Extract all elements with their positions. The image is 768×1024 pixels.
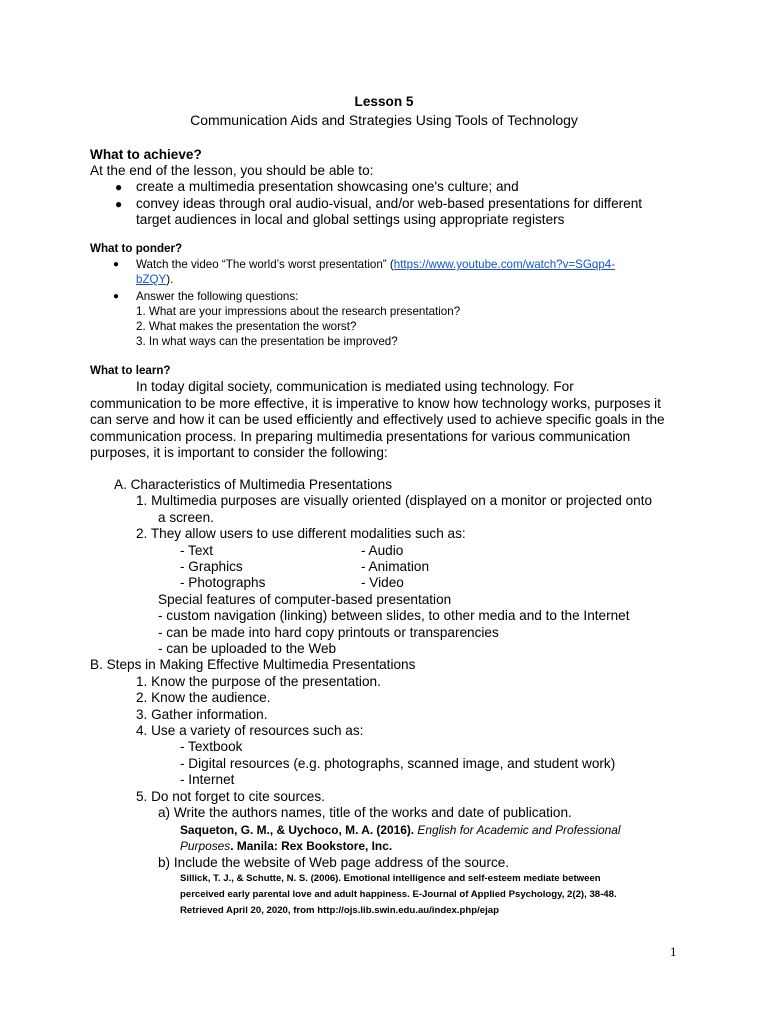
- learn-paragraph-line: can serve and how it can be used efficiently and effectively used to achieve specific goals in the: [90, 412, 665, 427]
- special-feature: - can be uploaded to the Web: [158, 641, 337, 656]
- reference-1-authors: Saqueton, G. M., & Uychoco, M. A. (2016).: [180, 823, 418, 837]
- ponder-watch-line-2: [136, 273, 173, 287]
- resource-item: - Digital resources (e.g. photographs, scanned image, and student work): [180, 756, 616, 771]
- modality-item: - Text: [180, 543, 213, 558]
- video-link[interactable]: https://www.youtube.com/watch?v=SGqp4-: [393, 258, 616, 271]
- learn-paragraph-line: communication process. In preparing multimedia presentations for various communication: [90, 429, 631, 444]
- section-b-step: 4. Use a variety of resources such as:: [136, 723, 364, 738]
- reference-2-line: perceived early parental love and adult happiness. E-Journal of Applied Psychology, 2(2), 38-48.: [180, 889, 617, 900]
- reference-1-publisher: . Manila: Rex Bookstore, Inc.: [230, 839, 393, 853]
- section-b-step: 3. Gather information.: [136, 707, 268, 722]
- reference-1-title: English for Academic and Professional: [417, 823, 621, 837]
- achieve-bullet-continued: target audiences in local and global settings using appropriate registers: [136, 212, 565, 227]
- reference-1-line: [180, 822, 621, 838]
- section-a-item: 2. They allow users to use different modalities such as:: [136, 526, 466, 541]
- achieve-bullet: create a multimedia presentation showcasing one's culture; and: [136, 179, 519, 194]
- section-b-step: 2. Know the audience.: [136, 690, 271, 705]
- special-feature: - custom navigation (linking) between slides, to other media and to the Internet: [158, 608, 630, 623]
- citation-instruction: a) Write the authors names, title of the works and date of publication.: [158, 805, 572, 820]
- learn-heading: What to learn?: [90, 364, 171, 377]
- resource-item: - Textbook: [180, 739, 243, 754]
- resource-item: - Internet: [180, 772, 235, 787]
- citation-instruction: b) Include the website of Web page address of the source.: [158, 855, 510, 870]
- reference-1-line-2: [180, 838, 392, 854]
- reference-1-title-continued: Purposes: [180, 839, 231, 853]
- ponder-answer: Answer the following questions:: [136, 290, 299, 303]
- video-link-continued[interactable]: bZQY: [136, 273, 167, 286]
- modality-item: - Video: [361, 575, 404, 590]
- special-features-heading: Special features of computer-based presentation: [158, 592, 452, 607]
- section-a-item: 1. Multimedia purposes are visually oriented (displayed on a monitor or projected onto: [136, 493, 653, 508]
- reference-2-line: Retrieved April 20, 2020, from http://ojs.lib.swin.edu.au/index.php/ejap: [180, 905, 499, 916]
- reference-2-line: Sillick, T. J., & Schutte, N. S. (2006). Emotional intelligence and self-esteem mediate between: [180, 873, 601, 884]
- ponder-heading: What to ponder?: [90, 242, 183, 255]
- learn-paragraph-line: In today digital society, communication is mediated using technology. For: [136, 379, 574, 394]
- modality-item: - Audio: [361, 543, 404, 558]
- ponder-watch-text: Watch the video “The world’s worst presentation” (: [136, 258, 394, 271]
- special-feature: - can be made into hard copy printouts or transparencies: [158, 625, 499, 640]
- achieve-bullet: convey ideas through oral audio-visual, and/or web-based presentations for different: [136, 196, 643, 211]
- learn-paragraph-line: communication to be more effective, it is imperative to know how technology works, purposes it: [90, 396, 661, 411]
- achieve-intro: At the end of the lesson, you should be able to:: [90, 163, 374, 178]
- learn-paragraph-line: purposes, it is important to consider the following:: [90, 445, 388, 460]
- page-number: 1: [670, 944, 677, 959]
- section-b-step: 1. Know the purpose of the presentation.: [136, 674, 381, 689]
- bullet-icon: ●: [113, 259, 120, 270]
- modality-item: - Photographs: [180, 575, 266, 590]
- modality-item: - Animation: [361, 559, 430, 574]
- modality-item: - Graphics: [180, 559, 243, 574]
- section-a-item-continued: a screen.: [158, 510, 214, 525]
- section-a-heading: A. Characteristics of Multimedia Presentations: [114, 477, 393, 492]
- section-b-step: 5. Do not forget to cite sources.: [136, 789, 325, 804]
- ponder-watch-line: [136, 258, 615, 272]
- achieve-heading: What to achieve?: [90, 147, 202, 162]
- bullet-icon: ●: [115, 197, 123, 211]
- lesson-subtitle: Communication Aids and Strategies Using Tools of Technology: [190, 112, 578, 128]
- ponder-watch-end: ).: [166, 273, 174, 286]
- ponder-question: 3. In what ways can the presentation be improved?: [136, 335, 398, 348]
- bullet-icon: ●: [115, 180, 123, 194]
- lesson-title: Lesson 5: [354, 94, 414, 109]
- section-b-heading: B. Steps in Making Effective Multimedia Presentations: [90, 657, 416, 672]
- ponder-question: 2. What makes the presentation the worst?: [136, 320, 357, 333]
- bullet-icon: ●: [113, 291, 120, 302]
- ponder-question: 1. What are your impressions about the research presentation?: [136, 305, 461, 318]
